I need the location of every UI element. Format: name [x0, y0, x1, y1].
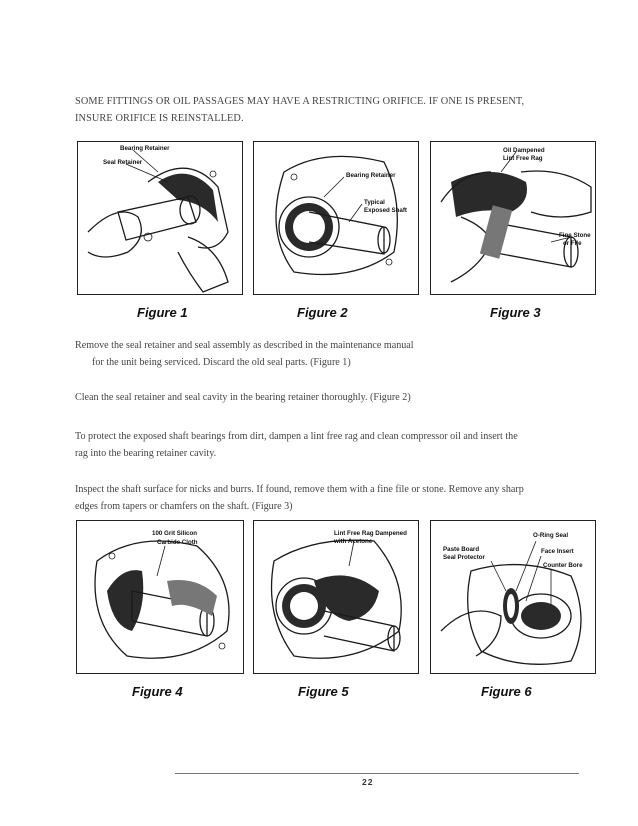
fig3-label-oil-dampened: Oil Dampened — [503, 147, 545, 154]
figure-6-caption: Figure 6 — [481, 684, 532, 699]
fig3-label-fine-stone: Fine Stone — [559, 232, 591, 239]
figure-4-caption: Figure 4 — [132, 684, 183, 699]
page-number: 22 — [362, 777, 374, 787]
fig4-label-carbide-cloth: Carbide Cloth — [157, 539, 198, 546]
figure-6-illustration — [430, 520, 596, 674]
fig2-label-typical: Typical — [364, 199, 385, 206]
fig2-label-bearing-retainer: Bearing Retainer — [346, 172, 396, 179]
paragraph-inspect-shaft — [75, 481, 605, 515]
paragraph-protect-bearings — [75, 428, 595, 462]
fig6-label-face-insert: Face Insert — [541, 548, 574, 555]
paragraph-inspect-shaft-line-2: edges from tapers or chamfers on the shaft. (Figure 3) — [75, 501, 293, 512]
figure-2-caption: Figure 2 — [297, 305, 348, 320]
fig6-label-paste-board: Paste Board — [443, 546, 480, 553]
figure-3-illustration — [430, 141, 596, 295]
fig2-label-exposed-shaft: Exposed Shaft — [364, 207, 407, 214]
figure-1-caption: Figure 1 — [137, 305, 188, 320]
figure-4-illustration — [76, 520, 244, 674]
paragraph-remove-seal-line-2: for the unit being serviced. Discard the old seal parts. (Figure 1) — [92, 357, 351, 368]
paragraph-clean-retainer: Clean the seal retainer and seal cavity in the bearing retainer thoroughly. (Figure 2) — [75, 392, 411, 403]
fig3-label-lint-free-rag: Lint Free Rag — [503, 155, 543, 162]
fig5-label-lint-free-rag: Lint Free Rag Dampened — [334, 530, 407, 537]
paragraph-inspect-shaft-line-1: Inspect the shaft surface for nicks and burrs. If found, remove them with a fine file or stone. Remove any sharp — [75, 484, 524, 495]
paragraph-protect-bearings-line-1: To protect the exposed shaft bearings from dirt, dampen a lint free rag and clean compressor oil and insert the — [75, 431, 518, 442]
figure-5-illustration — [253, 520, 419, 674]
fig3-label-or-file: or File — [563, 240, 582, 247]
fig6-label-seal-protector: Seal Protector — [443, 554, 485, 561]
fig1-label-bearing-retainer: Bearing Retainer — [120, 145, 170, 152]
fig6-label-counter-bore: Counter Bore — [543, 562, 583, 569]
fig4-label-grit: 100 Grit Silicon — [152, 530, 198, 537]
paragraph-remove-seal — [75, 337, 595, 371]
paragraph-remove-seal-line-1: Remove the seal retainer and seal assembly as described in the maintenance manual — [75, 340, 414, 351]
warning-line-2: INSURE ORIFICE IS REINSTALLED. — [75, 113, 244, 124]
fig1-label-seal-retainer: Seal Retainer — [103, 159, 143, 166]
paragraph-protect-bearings-line-2: rag into the bearing retainer cavity. — [75, 448, 217, 459]
figure-3-caption: Figure 3 — [490, 305, 541, 320]
fig6-label-o-ring-seal: O-Ring Seal — [533, 532, 569, 539]
figure-2-illustration — [253, 141, 419, 295]
figure-5-caption: Figure 5 — [298, 684, 349, 699]
warning-text — [75, 93, 595, 127]
figure-1-illustration — [77, 141, 243, 295]
fig5-label-with-acetone: with Acetone — [334, 538, 373, 545]
warning-line-1: SOME FITTINGS OR OIL PASSAGES MAY HAVE A RESTRICTING ORIFICE. IF ONE IS PRESENT, — [75, 96, 525, 107]
footer-rule — [175, 773, 579, 774]
